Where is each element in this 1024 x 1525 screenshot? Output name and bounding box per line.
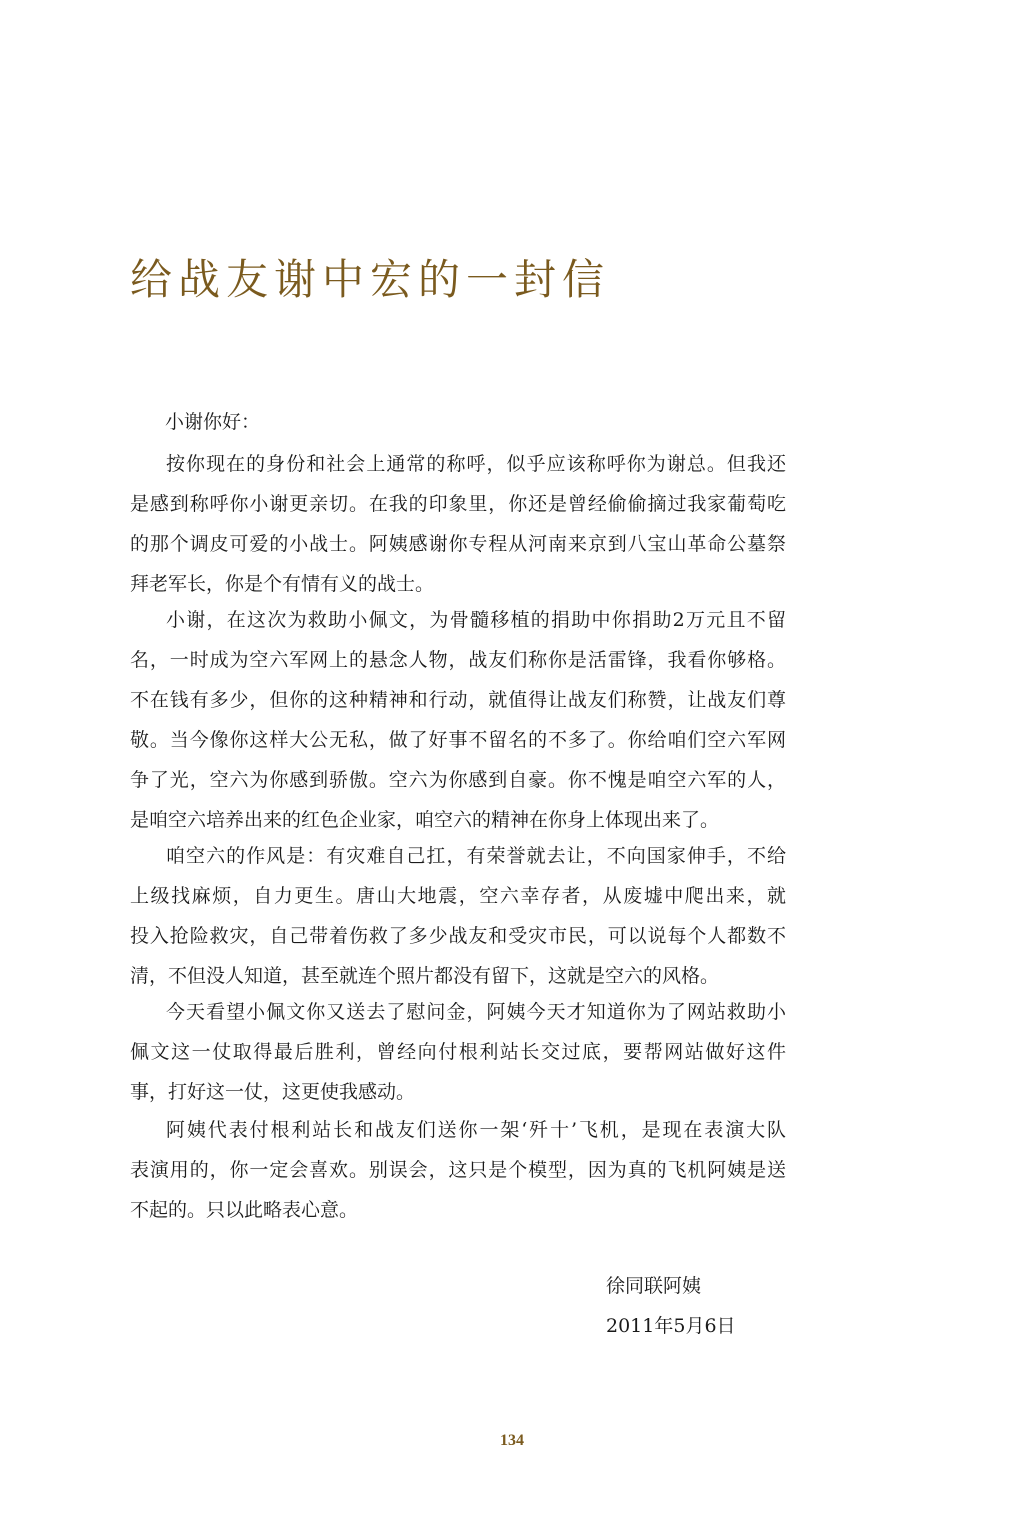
signature-date: 2011年5月6日: [606, 1315, 736, 1337]
text-line: 投入抢险救灾，自己带着伤救了多少战友和受灾市民，可以说每个人都数不: [130, 925, 786, 947]
letter-title: 给战友谢中宏的一封信: [130, 255, 611, 304]
signature-name: 徐同联阿姨: [606, 1275, 702, 1297]
text-line: 按你现在的身份和社会上通常的称呼，似乎应该称呼你为谢总。但我还: [166, 453, 786, 475]
text-line: 敬。当今像你这样大公无私，做了好事不留名的不多了。你给咱们空六军网: [130, 729, 786, 751]
text-line: 拜老军长，你是个有情有义的战士。: [130, 573, 435, 595]
text-line: 的那个调皮可爱的小战士。阿姨感谢你专程从河南来京到八宝山革命公墓祭: [130, 533, 786, 555]
text-line: 是感到称呼你小谢更亲切。在我的印象里，你还是曾经偷偷摘过我家葡萄吃: [130, 493, 786, 515]
text-line: 佩文这一仗取得最后胜利，曾经向付根利站长交过底，要帮网站做好这件: [130, 1041, 786, 1063]
text-line: 阿姨代表付根利站长和战友们送你一架‘歼十’飞机，是现在表演大队: [166, 1119, 786, 1141]
page-number: 134: [500, 1432, 524, 1449]
text-line: 表演用的，你一定会喜欢。别误会，这只是个模型，因为真的飞机阿姨是送: [130, 1159, 786, 1181]
letter-paragraph-5: [130, 1110, 786, 1230]
letter-paragraph-2: [130, 600, 786, 840]
letter-paragraph-4: [130, 992, 786, 1112]
salutation: 小谢你好：: [165, 411, 261, 433]
text-line: 不在钱有多少，但你的这种精神和行动，就值得让战友们称赞，让战友们尊: [130, 689, 786, 711]
text-line: 争了光，空六为你感到骄傲。空六为你感到自豪。你不愧是咱空六军的人，: [130, 769, 786, 791]
letter-paragraph-1: [130, 444, 786, 604]
text-line: 名，一时成为空六军网上的悬念人物，战友们称你是活雷锋，我看你够格。: [130, 649, 786, 671]
text-line: 今天看望小佩文你又送去了慰问金，阿姨今天才知道你为了网站救助小: [166, 1001, 786, 1023]
text-line: 是咱空六培养出来的红色企业家，咱空六的精神在你身上体现出来了。: [130, 809, 720, 831]
text-line: 事，打好这一仗，这更使我感动。: [130, 1081, 416, 1103]
text-line: 清，不但没人知道，甚至就连个照片都没有留下，这就是空六的风格。: [130, 965, 720, 987]
text-line: 不起的。只以此略表心意。: [130, 1199, 359, 1221]
text-line: 小谢，在这次为救助小佩文，为骨髓移植的捐助中你捐助2万元且不留: [166, 609, 786, 631]
letter-paragraph-3: [130, 836, 786, 996]
text-line: 上级找麻烦，自力更生。唐山大地震，空六幸存者，从废墟中爬出来，就: [130, 885, 786, 907]
text-line: 咱空六的作风是：有灾难自己扛，有荣誉就去让，不向国家伸手，不给: [166, 845, 786, 867]
